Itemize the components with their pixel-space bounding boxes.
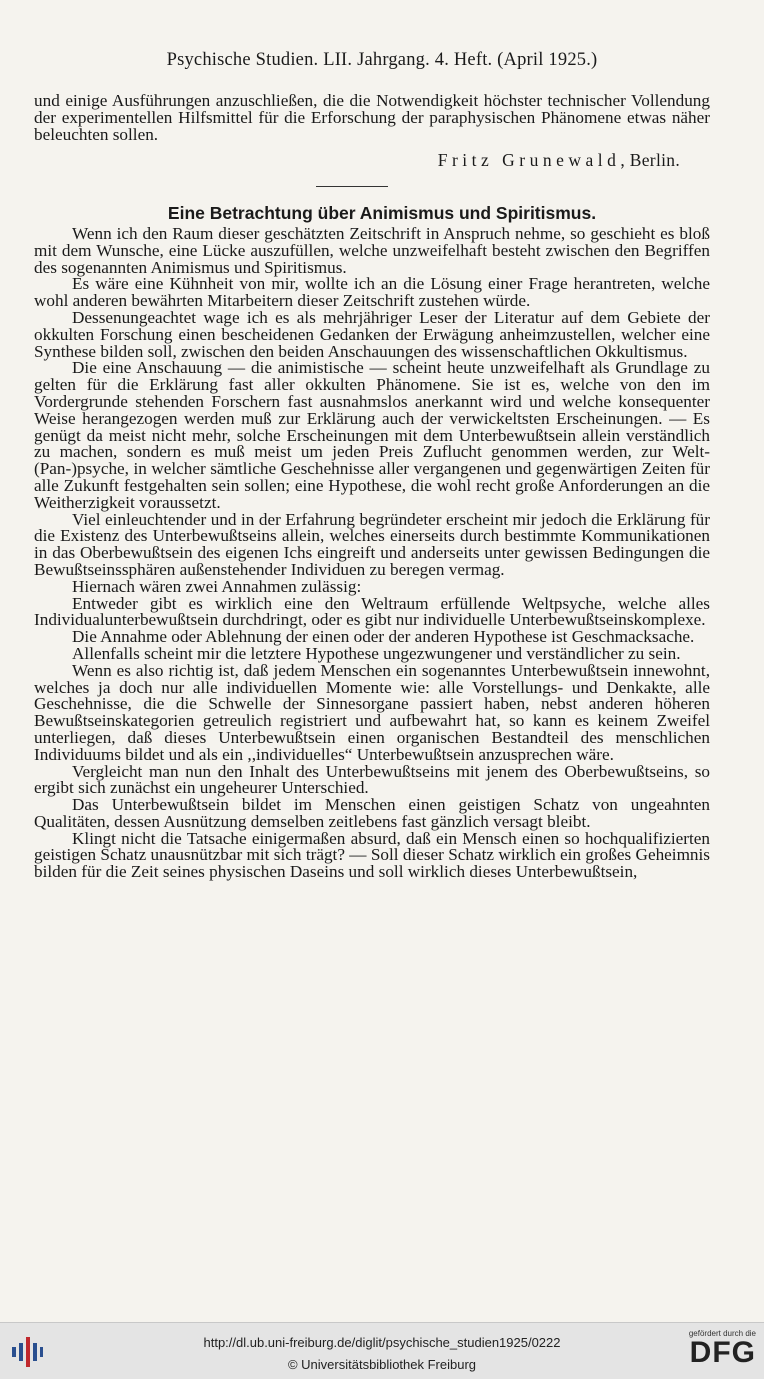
article-paragraph: Entweder gibt es wirklich eine den Weltraum erfüllende Weltpsyche, welche alles Individualunterbewußtsein durchdringt, oder es gibt nur individuelle Unterbewußtseinskomplexe. [34,593,710,630]
dfg-wordmark: DFG [689,1336,756,1369]
running-head: Psychische Studien. LII. Jahrgang. 4. Heft. (April 1925.) [166,50,598,70]
author-name: Fritz Grunewald [437,150,621,170]
article-body [34,226,710,881]
author-place: , Berlin. [620,150,680,170]
previous-article-ending [34,93,710,143]
author-signature [438,150,680,171]
page-url-link[interactable]: http://dl.ub.uni-freiburg.de/diglit/psychische_studien1925/0222 [203,1335,561,1350]
article-paragraph: Viel einleuchtender und in der Erfahrung begründeter erscheint mir jedoch die Erklärung für die Existenz des Unterbewußtseins allein, welches einerseits durch bestimmte Kommunikationen in das Oberbewußtsein des eigenen Ichs eingreift und anderseits unter gewissen Bedingungen die Bewußtseinssphären außenstehender Individuen zu beregen vermag. [34,509,710,579]
article-paragraph: Die Annahme oder Ablehnung der einen oder der anderen Hypothese ist Geschmacksache. [72,627,695,647]
article-paragraph: Dessenungeachtet wage ich es als mehrjähriger Leser der Literatur auf dem Gebiete der okkulten Forschung einen bescheidenen Gedanken der Erwägung anheimzustellen, welcher eine Synthese bilden soll, zwischen den beiden Anschauungen des wissenschaftlichen Okkultismus. [34,307,710,361]
copyright-notice: © Universitätsbibliothek Freiburg [287,1357,477,1372]
previous-article-paragraph: und einige Ausführungen anzuschließen, die die Notwendigkeit höchster technischer Vollendung der experimentellen Hilfsmittel für die Erforschung der paraphysischen Phänomene etwas näher beleuchten sollen. [34,91,710,144]
article-title: Eine Betrachtung über Animismus und Spiritismus. [167,203,597,223]
article-paragraph: Die eine Anschauung — die animistische — scheint heute unzweifelhaft als Grundlage zu gelten für die Erklärung fast aller okkulten Phänomene. Sie ist es, welche von den im Vordergrunde stehenden Forschern fast ausnahmslos anerkannt wird und welche konsequenter Weise herangezogen werden muß zur Erklärung auch der verwickeltsten Erscheinungen. — Es genügt da meist nicht mehr, solche Erscheinungen mit dem Unterbewußtsein allein verständlich zu machen, sondern es muß meist um jeden Preis Zuflucht genommen werden, zur Welt-(Pan-)psyche, in welcher sämtliche Geschehnisse aller vergangenen und gegenwärtigen Zeiten für alle Zukunft festgehalten sein sollen; eine Hypothese, die wohl recht große Anforderungen an die Weitherzigkeit voraussetzt. [34,358,710,512]
article-paragraph: Wenn es also richtig ist, daß jedem Menschen ein sogenanntes Unterbewußtsein innewohnt, welches ja doch nur alle individuellen Momente wie: alle Vorstellungs- und Denkakte, alle Geschehnisse, die die Schwelle der Sinnesorgane passiert haben, nebst anderen höheren Bewußtseinskategorien getreulich registriert und aufbewahrt hat, so kann es keinem Zweifel unterliegen, daß dieses Unterbewußtsein einen organischen Bestandteil des menschlichen Individuums bildet und als ein ,,individuelles“ Unterbewußtsein anzusprechen wäre. [34,660,710,764]
viewer-footer [0,1322,764,1379]
article-paragraph: Vergleicht man nun den Inhalt des Unterbewußtseins mit jenem des Oberbewußtseins, so ergibt sich zunächst ein ungeheurer Unterschied. [34,761,710,798]
article-paragraph: Allenfalls scheint mir die letztere Hypothese ungezwungener und verständlicher zu sein. [72,643,681,663]
article-paragraph: Hiernach wären zwei Annahmen zulässig: [72,576,362,596]
article-paragraph: Klingt nicht die Tatsache einigermaßen absurd, daß ein Mensch einen so hochqualifizierten geistigen Schatz unausnützbar mit sich trägt? — Soll dieser Schatz wirklich ein großes Geheimnis bilden für die Zeit seines physischen Daseins und soll wirklich dieses Unterbewußtsein, [34,828,710,882]
article-paragraph: Wenn ich den Raum dieser geschätzten Zeitschrift in Anspruch nehme, so geschieht es bloß mit dem Wunsche, eine Lücke auszufüllen, welche unzweifelhaft besteht zwischen den Begriffen des sogenannten Animismus und Spiritismus. [34,224,710,277]
section-divider [316,186,388,187]
article-paragraph: Das Unterbewußtsein bildet im Menschen einen geistigen Schatz von ungeahnten Qualitäten, dessen Ausnützung demselben zeitlebens fast gänzlich versagt bleibt. [34,795,710,831]
dfg-logo [676,1329,756,1375]
article-paragraph: Es wäre eine Kühnheit von mir, wollte ich an die Lösung einer Frage herantreten, welche wohl anderen bewährten Mitarbeitern dieser Zeitschrift zustehen würde. [34,274,710,311]
dfg-funding-note: gefördert durch die [688,1329,756,1338]
